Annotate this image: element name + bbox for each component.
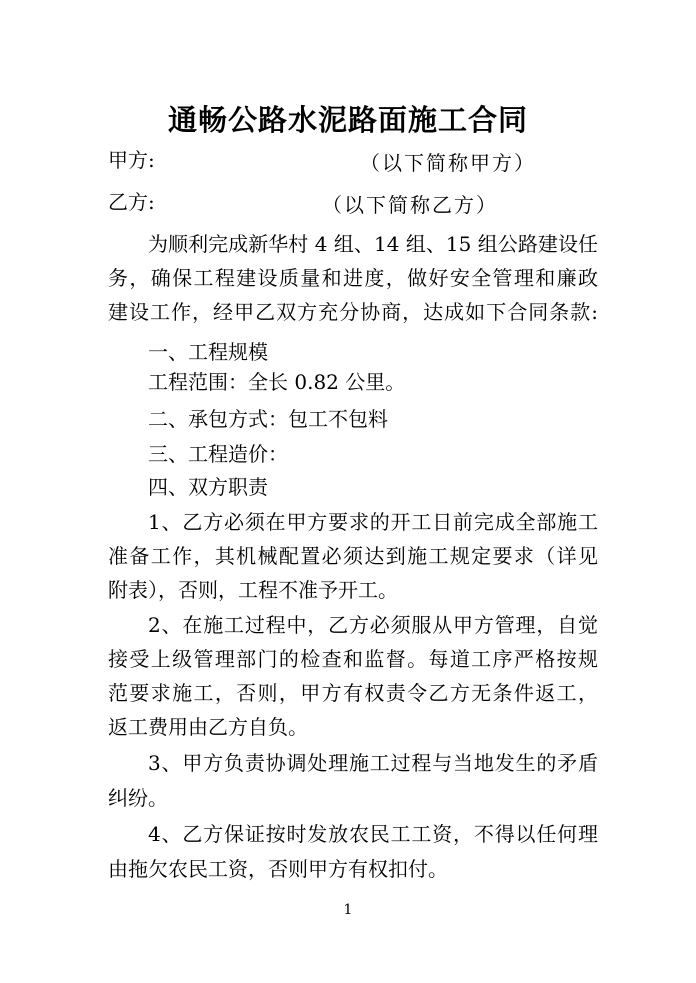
duty-item-4-line xyxy=(148,821,598,847)
page-number: 1 xyxy=(343,902,353,918)
duty-item-2-text: 2、在施工过程中，乙方必须服从甲方管理，自觉 xyxy=(148,613,598,637)
party-a-label: 甲方: xyxy=(108,148,155,172)
duty-item-2-line xyxy=(108,680,598,706)
document-title: 通畅公路水泥路面施工合同 xyxy=(167,103,528,137)
section-heading-contract-method: 二、承包方式：包工不包料 xyxy=(148,407,388,431)
intro-line-text: 务，确保工程建设质量和进度，做好安全管理和廉政 xyxy=(108,266,598,290)
duty-item-3-text: 3、甲方负责协调处理施工过程与当地发生的矛盾 xyxy=(148,751,598,775)
intro-line xyxy=(148,231,598,257)
party-b-label: 乙方: xyxy=(108,190,155,214)
section-scale-text: 工程范围：全长 0.82 公里。 xyxy=(148,370,406,394)
duty-item-2-line xyxy=(108,646,598,672)
duty-item-2-text: 范要求施工，否则，甲方有权责令乙方无条件返工， xyxy=(108,681,598,705)
party-a-note: （以下简称甲方） xyxy=(360,151,536,175)
duty-item-2-line: 返工费用由乙方自负。 xyxy=(108,715,308,739)
duty-item-4-line: 由拖欠农民工资，否则甲方有权扣付。 xyxy=(108,857,448,881)
duty-item-1-text: 准备工作，其机械配置必须达到施工规定要求（详见 xyxy=(108,544,598,568)
duty-item-4-text: 4、乙方保证按时发放农民工工资，不得以任何理 xyxy=(148,822,598,846)
party-b-note: （以下简称乙方） xyxy=(322,193,498,217)
intro-line-text: 为顺利完成新华村 4 组、14 组、15 组公路建设任 xyxy=(148,232,598,256)
section-heading-duties: 四、双方职责 xyxy=(148,475,268,499)
duty-item-3-line xyxy=(148,750,598,776)
duty-item-1-text: 1、乙方必须在甲方要求的开工日前完成全部施工 xyxy=(148,510,598,534)
duty-item-1-line xyxy=(148,509,598,535)
section-heading-scale: 一、工程规模 xyxy=(148,340,268,364)
intro-line-text: 建设工作，经甲乙双方充分协商，达成如下合同条款: xyxy=(108,300,598,324)
duty-item-3-line: 纠纷。 xyxy=(108,786,168,810)
duty-item-1-line xyxy=(108,543,598,569)
intro-line xyxy=(108,299,598,325)
duty-item-2-text: 接受上级管理部门的检查和监督。每道工序严格按规 xyxy=(108,647,598,671)
duty-item-2-line xyxy=(148,612,598,638)
section-heading-cost: 三、工程造价： xyxy=(148,442,288,466)
intro-line xyxy=(108,265,598,291)
duty-item-1-line: 附表），否则，工程不准予开工。 xyxy=(108,578,398,602)
